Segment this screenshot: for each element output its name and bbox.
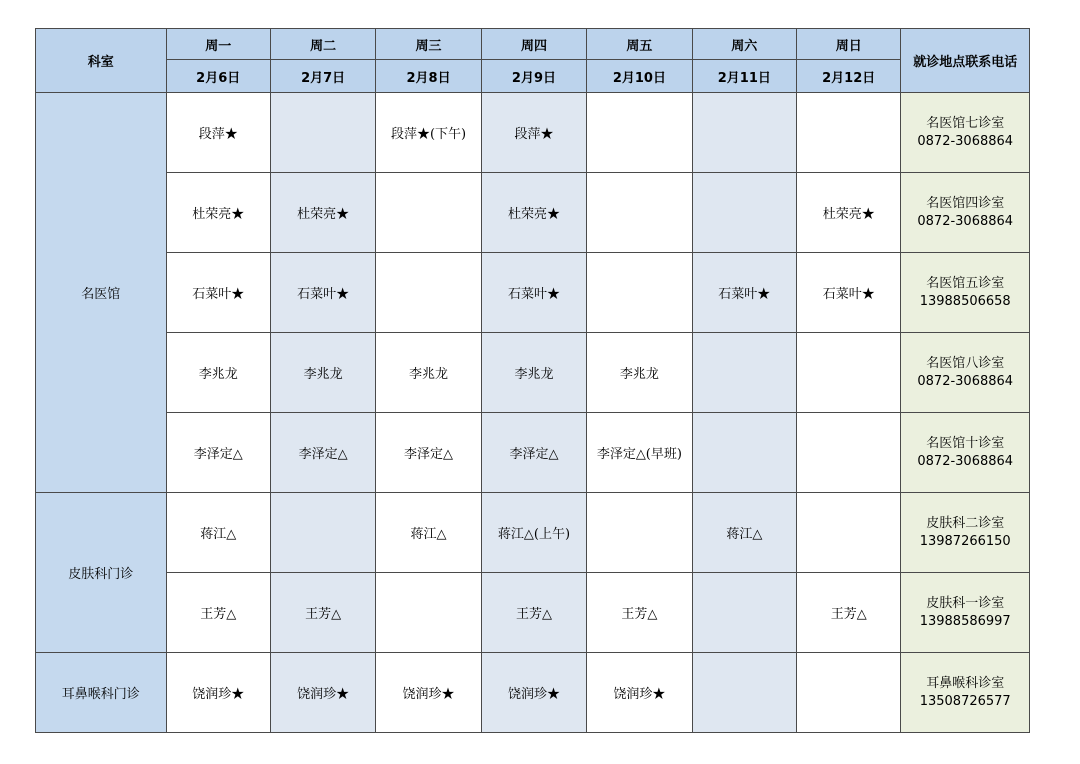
doctor-cell: [797, 413, 901, 493]
doctor-cell: 李兆龙: [376, 333, 481, 413]
location-cell: [901, 573, 1030, 653]
doctor-cell: [692, 173, 796, 253]
weekday-header: 周二: [270, 29, 375, 60]
doctor-cell: 王芳△: [797, 573, 901, 653]
dept-header: 科室: [36, 29, 167, 93]
doctor-cell: 李泽定△: [166, 413, 270, 493]
doctor-cell: 杜荣亮★: [797, 173, 901, 253]
location-name: 皮肤科二诊室: [926, 515, 1005, 531]
doctor-cell: 饶润珍★: [481, 653, 586, 733]
doctor-cell: 石菜叶★: [797, 253, 901, 333]
doctor-cell: 李泽定△: [270, 413, 375, 493]
doctor-cell: [587, 173, 692, 253]
doctor-cell: 段萍★(下午): [376, 93, 481, 173]
doctor-cell: 饶润珍★: [376, 653, 481, 733]
table-row: [36, 653, 1030, 733]
doctor-cell: 李兆龙: [166, 333, 270, 413]
table-row: [36, 173, 1030, 253]
doctor-cell: [587, 93, 692, 173]
doctor-cell: 王芳△: [166, 573, 270, 653]
location-phone: 13988506658: [919, 293, 1011, 309]
doctor-cell: 蒋江△: [166, 493, 270, 573]
doctor-cell: 杜荣亮★: [270, 173, 375, 253]
doctor-cell: 石菜叶★: [270, 253, 375, 333]
doctor-cell: [797, 653, 901, 733]
doctor-cell: 蒋江△: [692, 493, 796, 573]
doctor-cell: 王芳△: [587, 573, 692, 653]
location-phone: 0872-3068864: [917, 373, 1014, 389]
doctor-cell: 段萍★: [481, 93, 586, 173]
doctor-cell: 蒋江△(上午): [481, 493, 586, 573]
doctor-cell: 饶润珍★: [166, 653, 270, 733]
doctor-cell: 段萍★: [166, 93, 270, 173]
location-cell: [901, 413, 1030, 493]
doctor-cell: 杜荣亮★: [166, 173, 270, 253]
table-row: [36, 573, 1030, 653]
doctor-cell: [587, 493, 692, 573]
contact-header: 就诊地点联系电话: [901, 29, 1030, 93]
location-name: 名医馆五诊室: [926, 275, 1005, 291]
weekday-header: 周三: [376, 29, 481, 60]
date-header: 2月6日: [166, 60, 270, 93]
doctor-cell: [376, 573, 481, 653]
doctor-cell: 李泽定△: [376, 413, 481, 493]
location-phone: 0872-3068864: [917, 213, 1014, 229]
doctor-cell: [797, 93, 901, 173]
location-cell: [901, 93, 1030, 173]
doctor-cell: 饶润珍★: [270, 653, 375, 733]
table-row: [36, 493, 1030, 573]
doctor-cell: 杜荣亮★: [481, 173, 586, 253]
table-row: [36, 333, 1030, 413]
date-header: 2月9日: [481, 60, 586, 93]
weekday-header: 周五: [587, 29, 692, 60]
location-name: 皮肤科一诊室: [926, 595, 1005, 611]
doctor-cell: 李兆龙: [587, 333, 692, 413]
doctor-cell: 饶润珍★: [587, 653, 692, 733]
table-row: [36, 413, 1030, 493]
doctor-cell: [692, 93, 796, 173]
doctor-cell: [376, 173, 481, 253]
weekday-header: 周日: [797, 29, 901, 60]
location-phone: 13508726577: [919, 693, 1011, 709]
doctor-cell: [692, 573, 796, 653]
weekday-header: 周六: [692, 29, 796, 60]
weekday-header: 周四: [481, 29, 586, 60]
doctor-cell: 石菜叶★: [481, 253, 586, 333]
location-phone: 13988586997: [919, 613, 1011, 629]
location-phone: 0872-3068864: [917, 453, 1014, 469]
doctor-cell: 王芳△: [270, 573, 375, 653]
doctor-cell: [692, 653, 796, 733]
doctor-cell: 蒋江△: [376, 493, 481, 573]
location-name: 名医馆七诊室: [926, 115, 1005, 131]
schedule-table: [35, 28, 1030, 733]
location-name: 名医馆四诊室: [926, 195, 1005, 211]
doctor-cell: [587, 253, 692, 333]
location-name: 耳鼻喉科诊室: [926, 675, 1005, 691]
table-row: [36, 253, 1030, 333]
doctor-cell: 李兆龙: [481, 333, 586, 413]
doctor-cell: 王芳△: [481, 573, 586, 653]
location-name: 名医馆八诊室: [926, 355, 1005, 371]
date-header: 2月8日: [376, 60, 481, 93]
date-header: 2月7日: [270, 60, 375, 93]
location-cell: [901, 493, 1030, 573]
date-header: 2月12日: [797, 60, 901, 93]
department-cell: 名医馆: [36, 93, 167, 493]
department-cell: 皮肤科门诊: [36, 493, 167, 653]
location-cell: [901, 333, 1030, 413]
date-header: 2月11日: [692, 60, 796, 93]
department-cell: 耳鼻喉科门诊: [36, 653, 167, 733]
doctor-cell: [797, 333, 901, 413]
doctor-cell: [270, 493, 375, 573]
date-header: 2月10日: [587, 60, 692, 93]
doctor-cell: 石菜叶★: [166, 253, 270, 333]
doctor-cell: 李泽定△(早班): [587, 413, 692, 493]
location-cell: [901, 653, 1030, 733]
location-phone: 0872-3068864: [917, 133, 1014, 149]
doctor-cell: 石菜叶★: [692, 253, 796, 333]
weekday-header: 周一: [166, 29, 270, 60]
doctor-cell: 李兆龙: [270, 333, 375, 413]
doctor-cell: [270, 93, 375, 173]
doctor-cell: [797, 493, 901, 573]
doctor-cell: [692, 333, 796, 413]
location-cell: [901, 173, 1030, 253]
location-phone: 13987266150: [919, 533, 1011, 549]
location-name: 名医馆十诊室: [926, 435, 1005, 451]
doctor-cell: 李泽定△: [481, 413, 586, 493]
location-cell: [901, 253, 1030, 333]
table-row: [36, 93, 1030, 173]
doctor-cell: [376, 253, 481, 333]
doctor-cell: [692, 413, 796, 493]
